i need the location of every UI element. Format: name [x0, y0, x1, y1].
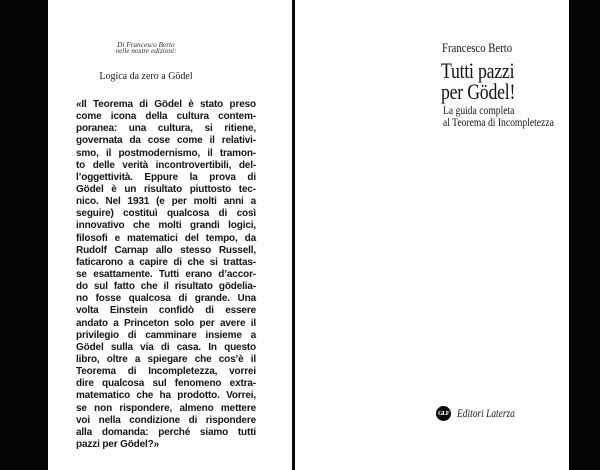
series-note-line: Di Francesco Berto [117, 41, 175, 49]
quote-line: governata da cose come il relativi- [76, 135, 256, 147]
quote-line: do sul fatto che il risultato gödelia- [76, 281, 256, 293]
quote-line: «Il Teorema di Gödel è stato preso [76, 99, 256, 110]
page-gutter [292, 0, 295, 470]
flap-header [66, 42, 226, 82]
quote-line: Gödel è un risultato piuttosto tec- [76, 183, 256, 195]
quote-line: libro, oltre a spiegare che cos’è il [76, 353, 256, 365]
publisher-block [436, 405, 528, 422]
quote-line: privilegio di camminare insieme a [76, 329, 256, 341]
quote-line: Teorema di Incompletezza, vorrei [76, 366, 256, 378]
listed-book-title: Logica da zero a Gödel [99, 70, 193, 82]
quote-line: innovativo che molti grandi logici, [76, 220, 256, 232]
quote-line: Gödel sulla via di casa. In questo [76, 341, 256, 353]
quote-line: no fosse qualcosa di grande. Una [76, 293, 256, 305]
quote-line: faticarono a capire di che si trattas- [76, 256, 256, 268]
scan-edge-right [569, 0, 600, 470]
quote-line: smo, il postmodernismo, il tramon- [76, 147, 256, 159]
quote-line: seguire) costituì qualcosa di così [76, 208, 256, 220]
quote-line: come icona della cultura contem- [76, 111, 256, 123]
quote-line: matematico che ha prodotto. Vorrei, [76, 390, 256, 402]
quote-line: andato a Princeton solo per avere il [76, 317, 256, 329]
quote-line: pazzi per Gödel?» [76, 438, 160, 450]
quote-line: nico. Nel 1931 (e per molti anni a [76, 196, 256, 208]
quote-line: voi nella condizione di rispondere [76, 414, 256, 426]
series-note-line: nelle nostre edizioni: [115, 47, 177, 56]
scan-edge-left [0, 0, 48, 470]
quote-line: dire qualcosa sul fenomeno extra- [76, 378, 256, 390]
quote-line: Rudolf Carnap allo stesso Russell, [76, 244, 256, 256]
book-subtitle-line: al Teorema di Incompletezza [443, 114, 554, 129]
author-name: Francesco Berto [442, 41, 513, 55]
quote-line: poranea: una cultura, si ritiene, [76, 123, 256, 135]
quote-line: l’oggettività. Eppure la prova di [76, 171, 256, 183]
publisher-logo-monogram: GLF [438, 410, 449, 417]
quote-line: se non rispondere, almeno mettere [76, 402, 256, 414]
quote-line: volta Einstein confidò di essere [76, 305, 256, 317]
book-title [441, 58, 516, 104]
book-title-line: per Gödel! [441, 78, 516, 104]
quote-line: to delle verità incontrovertibili, del- [76, 159, 256, 171]
series-note [66, 42, 226, 55]
book-subtitle-line: La guida completa [443, 103, 515, 117]
flap-blockquote [76, 99, 256, 451]
book-subtitle [443, 105, 554, 128]
book-title-line: Tutti pazzi [441, 58, 515, 83]
publisher-name: Editori Laterza [457, 407, 515, 420]
quote-line: alla domanda: perché siamo tutti [76, 426, 256, 438]
quote-line: filosofi e matematici del tempo, da [76, 232, 256, 244]
publisher-logo-glf-icon [436, 406, 451, 421]
quote-line: se esattamente. Tutti erano d’accor- [76, 268, 256, 280]
